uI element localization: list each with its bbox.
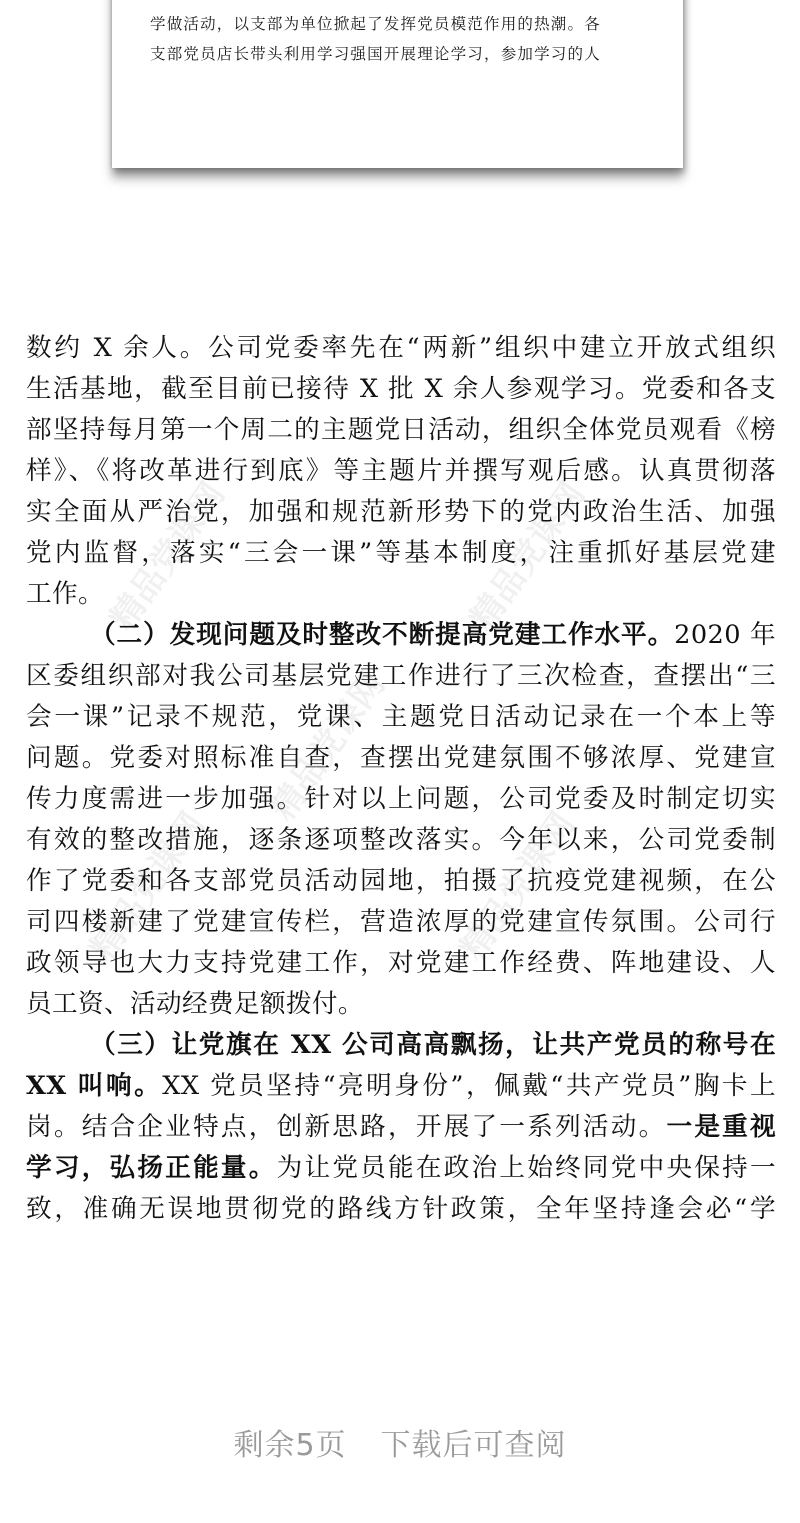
preview-line: 学做活动，以支部为单位掀起了发挥党员模范作用的热潮。各 xyxy=(150,15,601,33)
preview-line: 支部党员店长带头利用学习强国开展理论学习，参加学习的人 xyxy=(150,45,601,63)
text-segment: 实全面从严治党，加强和规范新形势下的党内政治生活、加强 xyxy=(26,497,776,527)
text-line xyxy=(26,943,776,984)
watermark: 精品党课网 xyxy=(462,475,594,638)
text-line xyxy=(26,492,776,533)
bold-text: （三）让党旗在 XX 公司高高飘扬，让共产党员的称号在 xyxy=(90,1030,776,1060)
text-line xyxy=(26,451,776,492)
text-line xyxy=(26,369,776,410)
text-line xyxy=(26,861,776,902)
text-segment: 岗。结合企业特点，创新思路，开展了一系列活动。 xyxy=(26,1112,667,1142)
text-line xyxy=(26,902,776,943)
section-heading-3 xyxy=(26,1025,776,1066)
text-line xyxy=(26,820,776,861)
text-segment: 传力度需进一步加强。针对以上问题，公司党委及时制定切实 xyxy=(26,784,776,814)
text-segment: 会一课”记录不规范，党课、主题党日活动记录在一个本上等 xyxy=(26,702,776,732)
text-line xyxy=(26,984,776,1025)
text-segment: 为让党员能在政治上始终同党中央保持一 xyxy=(276,1153,776,1183)
watermark: 精品党课网 xyxy=(102,475,234,638)
text-segment: 工作。 xyxy=(26,579,104,609)
watermark: 精品党课网 xyxy=(262,665,394,828)
text-segment: 党内监督，落实“三会一课”等基本制度，注重抓好基层党建 xyxy=(26,538,776,568)
text-line xyxy=(26,533,776,574)
text-segment: 政领导也大力支持党建工作，对党建工作经费、阵地建设、人 xyxy=(26,948,776,978)
text-segment: 致，准确无误地贯彻党的路线方针政策，全年坚持逢会必“学 xyxy=(26,1194,776,1224)
text-segment: 司四楼新建了党建宣传栏，营造浓厚的党建宣传氛围。公司行 xyxy=(26,907,776,937)
text-line xyxy=(26,1189,776,1230)
text-segment: 员工资、活动经费足额拨付。 xyxy=(26,989,364,1019)
bold-text: 学习，弘扬正能量。 xyxy=(26,1153,277,1183)
bold-text: XX 叫响。 xyxy=(26,1071,163,1101)
text-line xyxy=(26,410,776,451)
text-segment: 样》、《将改革进行到底》等主题片并撰写观后感。认真贯彻落 xyxy=(26,456,776,486)
text-line xyxy=(26,656,776,697)
bold-text: 一是重视 xyxy=(666,1112,777,1142)
remaining-pages-label: 剩余5页 xyxy=(233,1428,347,1463)
text-segment: 作了党委和各支部党员活动园地，拍摄了抗疫党建视频，在公 xyxy=(26,866,776,896)
text-segment: 问题。党委对照标准自查，查摆出党建氛围不够浓厚、党建宣 xyxy=(26,743,776,773)
text-line xyxy=(26,697,776,738)
text-line xyxy=(26,779,776,820)
text-segment: 部坚持每月第一个周二的主题党日活动，组织全体党员观看《榜 xyxy=(26,415,776,445)
text-line xyxy=(26,1066,776,1107)
document-body xyxy=(26,328,776,1230)
download-hint-label: 下载后可查阅 xyxy=(380,1428,567,1463)
section-heading-2 xyxy=(26,615,776,656)
text-line xyxy=(26,738,776,779)
watermark: 精品党课网 xyxy=(452,805,584,968)
text-line xyxy=(26,1148,776,1189)
text-line xyxy=(26,328,776,369)
bold-text: （二）发现问题及时整改不断提高党建工作水平。 xyxy=(90,620,675,650)
text-line xyxy=(26,574,776,615)
text-line xyxy=(26,1107,776,1148)
watermark: 精品党课网 xyxy=(82,805,214,968)
text-segment: XX 党员坚持“亮明身份”，佩戴“共产党员”胸卡上 xyxy=(162,1071,777,1101)
text-segment: 生活基地，截至目前已接待 X 批 X 余人参观学习。党委和各支 xyxy=(26,374,776,404)
text-segment: 2020 年 xyxy=(674,620,776,650)
text-segment: 有效的整改措施，逐条逐项整改落实。今年以来，公司党委制 xyxy=(26,825,776,855)
preview-page-card xyxy=(112,0,683,168)
text-segment: 区委组织部对我公司基层党建工作进行了三次检查，查摆出“三 xyxy=(26,661,776,691)
download-prompt[interactable] xyxy=(0,1420,800,1464)
text-segment: 数约 X 余人。公司党委率先在“两新”组织中建立开放式组织 xyxy=(26,333,776,363)
